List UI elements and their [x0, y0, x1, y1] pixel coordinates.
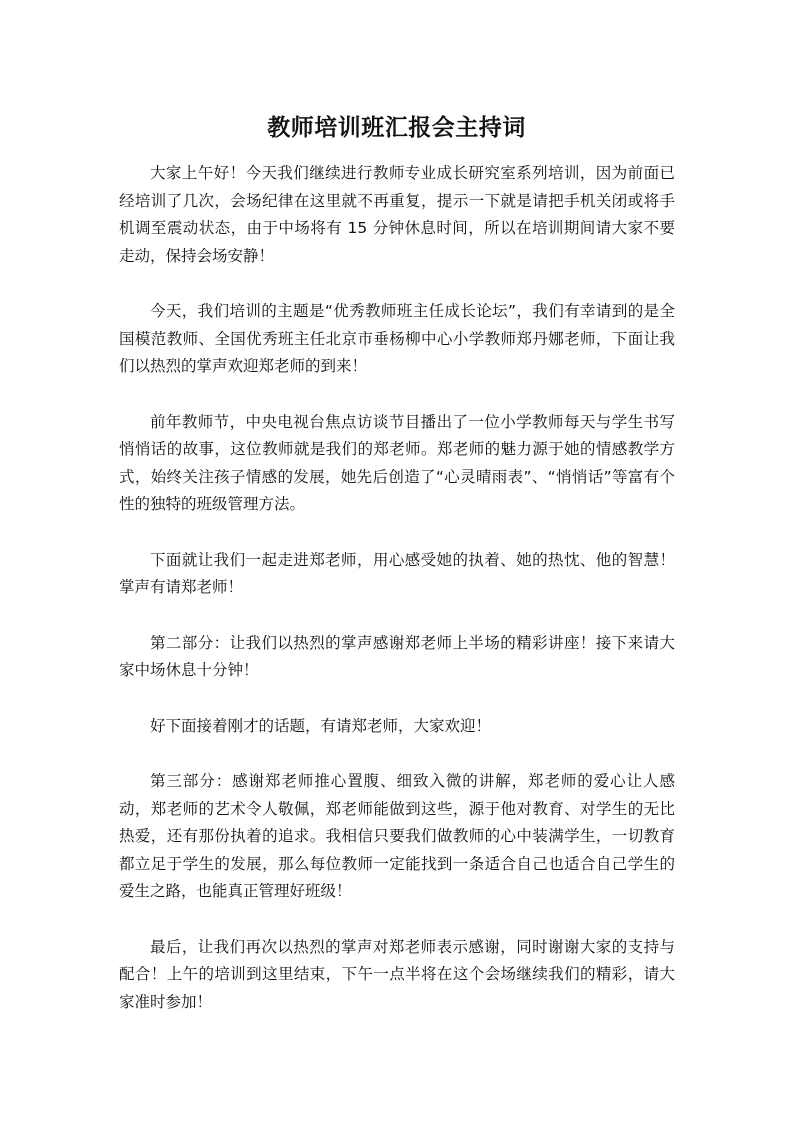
paragraph-closing: 最后，让我们再次以热烈的掌声对郑老师表示感谢，同时谢谢大家的支持与配合！上午的培训到这里结束，下午一点半将在这个会场继续我们的精彩，请大家准时参加！ [119, 937, 675, 1011]
paragraph-introduction: 前年教师节，中央电视台焦点访谈节目播出了一位小学教师每天与学生书写悄悄话的故事，这位教师就是我们的郑老师。郑老师的魅力源于她的情感教学方式，始终关注孩子情感的发展，她先后创造了“心灵晴雨表”、“悄悄话”等富有个性的独特的班级管理方法。 [119, 412, 675, 513]
paragraph-part-two: 第二部分：让我们以热烈的掌声感谢郑老师上半场的精彩讲座！接下来请大家中场休息十分钟！ [119, 633, 675, 679]
paragraph-part-three: 第三部分：感谢郑老师推心置腹、细致入微的讲解，郑老师的爱心让人感动，郑老师的艺术令人敬佩，郑老师能做到这些，源于他对教育、对学生的无比热爱，还有那份执着的追求。我相信只要我们做教师的心中装满学生，一切教育都立足于学生的发展，那么每位教师一定能找到一条适合自己也适合自己学生的爱生之路，也能真正管理好班级！ [119, 772, 675, 900]
paragraph-welcome: 下面就让我们一起走进郑老师，用心感受她的执着、她的热忱、他的智慧！掌声有请郑老师！ [119, 550, 675, 596]
paragraph-theme: 今天，我们培训的主题是“优秀教师班主任成长论坛”，我们有幸请到的是全国模范教师、全国优秀班主任北京市垂杨柳中心小学教师郑丹娜老师，下面让我们以热烈的掌声欢迎郑老师的到来！ [119, 302, 675, 375]
page-title: 教师培训班汇报会主持词 [267, 115, 526, 141]
paragraph-opening: 大家上午好！今天我们继续进行教师专业成长研究室系列培训，因为前面已经培训了几次，会场纪律在这里就不再重复，提示一下就是请把手机关闭或将手机调至震动状态，由于中场将有 15 分钟休息时间，所以在培训期间请大家不要走动，保持会场安静！ [119, 164, 675, 265]
document-body [119, 160, 675, 1044]
paragraph-resume: 好下面接着刚才的话题，有请郑老师，大家欢迎！ [150, 716, 492, 735]
